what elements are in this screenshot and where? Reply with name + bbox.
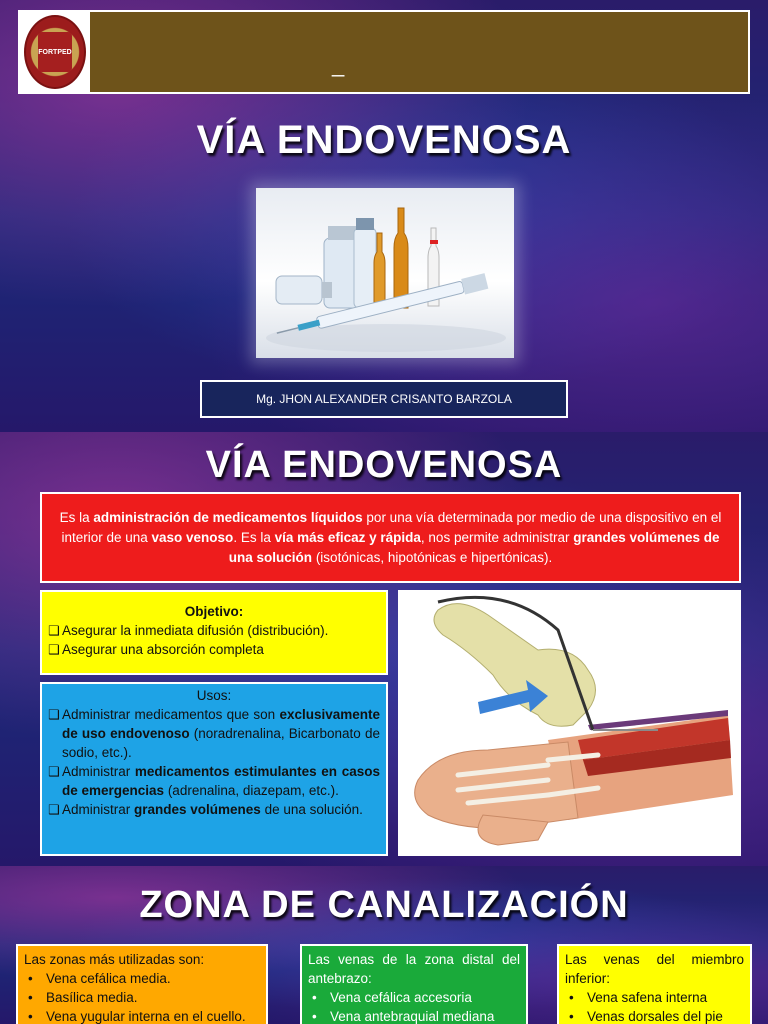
definition-bold: vaso venoso [151, 530, 234, 545]
checkbox-icon: ❑ [48, 623, 60, 638]
list-item [565, 1007, 744, 1024]
bullet-icon: • [28, 990, 33, 1005]
author-box: Mg. JHON ALEXANDER CRISANTO BARZOLA [200, 380, 568, 418]
objetivo-heading: Objetivo: [184, 604, 244, 619]
list-item-text: Vena safena interna [587, 990, 708, 1005]
list-item-text: Basílica media. [46, 990, 138, 1005]
vials-illustration [256, 188, 514, 358]
bullet-icon: • [28, 971, 33, 986]
usos-item [48, 762, 380, 800]
list-item-text: Vena cefálica accesoria [330, 990, 472, 1005]
usos-text: (noradrenalina, Bicarbonato de sodio, etc.). [62, 726, 380, 760]
usos-bold: grandes volúmenes [134, 802, 261, 817]
definition-bold: grandes volúmenes de una solución [228, 530, 720, 565]
list-item [24, 988, 260, 1007]
definition-text: . Es la [233, 530, 275, 545]
usos-bold: medicamentos estimulantes en casos de emergencias [62, 764, 380, 798]
hand-illustration [398, 590, 741, 856]
definition-text: Es la [59, 510, 94, 525]
objetivo-item [48, 621, 380, 640]
checkbox-icon: ❑ [48, 802, 60, 817]
objetivo-item-text: Asegurar la inmediata difusión (distribución). [62, 623, 329, 638]
definition-text: , nos permite administrar [420, 530, 574, 545]
definition-bold: vía más eficaz y rápida [274, 530, 421, 545]
zone-box-1 [16, 944, 268, 1024]
header-bar [18, 10, 750, 94]
list-item [24, 1007, 260, 1024]
list-item [24, 969, 260, 988]
list-item-text: Venas dorsales del pie [587, 1009, 723, 1024]
logo-text: FORTPED [38, 48, 72, 56]
medicine-vials-photo [256, 188, 514, 358]
checkbox-icon: ❑ [48, 707, 60, 722]
bullet-icon: • [28, 1009, 33, 1024]
zone-box-3 [557, 944, 752, 1024]
zone-intro: Las venas de la zona distal del antebrazo: [308, 952, 520, 986]
usos-item-text [62, 762, 380, 800]
slide-title: ZONA DE CANALIZACIÓN [139, 884, 629, 926]
definition-slide [0, 432, 768, 866]
bullet-icon: • [569, 1009, 574, 1024]
zones-slide [0, 866, 768, 1024]
zone-box-2 [300, 944, 528, 1024]
usos-item-text [62, 705, 380, 762]
definition-text: por una vía determinada por medio de una dispositivo en el interior de una [61, 510, 722, 545]
usos-bold: exclusivamente de uso endovenoso [62, 707, 380, 741]
list-item-text: Vena cefálica media. [46, 971, 171, 986]
objetivo-item [48, 640, 380, 659]
definition-bold: administración de medicamentos líquidos [93, 510, 363, 525]
definition-text: (isotónicas, hipotónicas e hipertónicas). [312, 550, 553, 565]
slide-title: VÍA ENDOVENOSA [205, 444, 563, 486]
usos-item [48, 705, 380, 762]
list-item [565, 988, 744, 1007]
list-item-text: Vena antebraquial mediana [330, 1009, 495, 1024]
usos-item [48, 800, 380, 819]
usos-box [40, 682, 388, 856]
bullet-icon: • [312, 1009, 317, 1024]
usos-heading: Usos: [196, 688, 232, 703]
list-item-text: Vena yugular interna en el cuello. [46, 1009, 246, 1024]
usos-text: de una solución. [260, 802, 363, 817]
usos-text: (adrenalina, diazepam, etc.). [164, 783, 339, 798]
bullet-icon: • [569, 990, 574, 1005]
zone-intro: Las venas del miembro inferior: [565, 952, 744, 986]
objetivo-box [40, 590, 388, 675]
definition-box [40, 492, 741, 583]
list-item [308, 988, 520, 1007]
logo-emblem [38, 32, 72, 72]
objetivo-item-text: Asegurar una absorción completa [62, 642, 264, 657]
usos-text: Administrar [62, 802, 135, 817]
logo [20, 12, 90, 92]
bullet-icon: • [312, 990, 317, 1005]
logo-seal [24, 15, 86, 89]
hand-cannulation-illustration [398, 590, 741, 856]
list-item [308, 1007, 520, 1024]
usos-text: Administrar medicamentos que son [62, 707, 280, 722]
slide-title: VÍA ENDOVENOSA [196, 118, 572, 162]
title-slide [0, 0, 768, 432]
usos-item-text [62, 800, 363, 819]
checkbox-icon: ❑ [48, 642, 60, 657]
usos-text: Administrar [62, 764, 135, 779]
zone-intro: Las zonas más utilizadas son: [24, 952, 205, 967]
checkbox-icon: ❑ [48, 764, 60, 779]
header-dash: _ [332, 52, 345, 77]
